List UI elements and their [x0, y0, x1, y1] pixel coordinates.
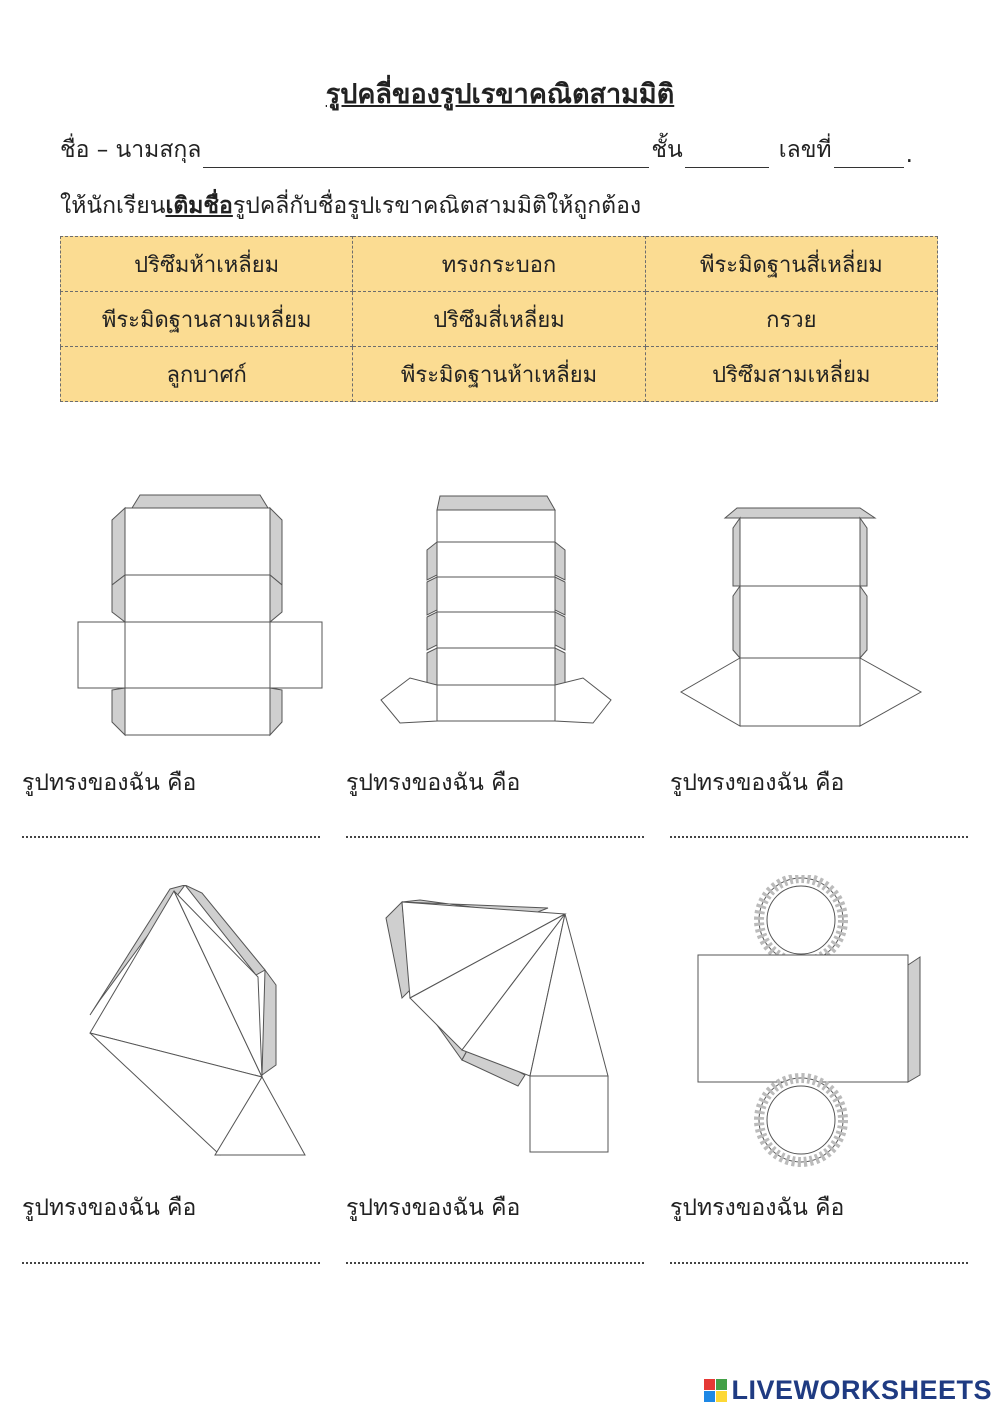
- square-pyramid-net-icon: [380, 890, 630, 1160]
- word-bank-cell: ปริซึมสามเหลี่ยม: [645, 347, 937, 402]
- cylinder-net-icon: [690, 875, 935, 1175]
- answer-field[interactable]: [22, 1262, 320, 1264]
- student-info-line: [60, 132, 940, 168]
- answer-field[interactable]: [670, 1262, 968, 1264]
- logo-text: LIVEWORKSHEETS: [731, 1375, 992, 1405]
- answer-field[interactable]: [670, 836, 968, 838]
- word-bank-cell: ลูกบาศก์: [61, 347, 353, 402]
- word-bank-cell: พีระมิดฐานสี่เหลี่ยม: [645, 237, 937, 292]
- answer-field[interactable]: [346, 1262, 644, 1264]
- name-field[interactable]: [203, 143, 649, 168]
- end-mark: .: [905, 142, 913, 168]
- triangular-prism-net-icon: [675, 500, 930, 740]
- instruction-emphasis: เติมชื่อ: [165, 193, 233, 219]
- net-caption: รูปทรงของฉัน คือ: [22, 770, 197, 796]
- word-bank-cell: ทรงกระบอก: [353, 237, 645, 292]
- net-caption: รูปทรงของฉัน คือ: [22, 1195, 197, 1221]
- word-bank-cell: พีระมิดฐานสามเหลี่ยม: [61, 292, 353, 347]
- answer-field[interactable]: [346, 836, 644, 838]
- instruction: ให้นักเรียนเติมชื่อรูปคลี่กับชื่อรูปเรขาคณิตสามมิติให้ถูกต้อง: [60, 193, 642, 219]
- net-caption: รูปทรงของฉัน คือ: [346, 1195, 521, 1221]
- net-caption: รูปทรงของฉัน คือ: [346, 770, 521, 796]
- number-label: เลขที่: [778, 137, 832, 163]
- net-caption: รูปทรงของฉัน คือ: [670, 1195, 845, 1221]
- pentagonal-prism-net-icon: [375, 490, 625, 740]
- answer-field[interactable]: [22, 836, 320, 838]
- class-label: ชั้น: [651, 137, 683, 163]
- number-field[interactable]: [834, 143, 904, 168]
- word-bank-table: [60, 236, 938, 402]
- net-caption: รูปทรงของฉัน คือ: [670, 770, 845, 796]
- triangular-pyramid-net-icon: [70, 885, 330, 1175]
- liveworksheets-logo: [704, 1375, 992, 1406]
- word-bank-cell: ปริซึมสี่เหลี่ยม: [353, 292, 645, 347]
- word-bank-cell: พีระมิดฐานห้าเหลี่ยม: [353, 347, 645, 402]
- logo-icon: [704, 1379, 727, 1402]
- class-field[interactable]: [685, 143, 769, 168]
- word-bank-cell: กรวย: [645, 292, 937, 347]
- page-title: รูปคลี่ของรูปเรขาคณิตสามมิติ: [325, 79, 675, 110]
- word-bank-cell: ปริซึมห้าเหลี่ยม: [61, 237, 353, 292]
- name-label: ชื่อ – นามสกุล: [60, 137, 202, 163]
- rectangular-prism-net-icon: [70, 490, 330, 740]
